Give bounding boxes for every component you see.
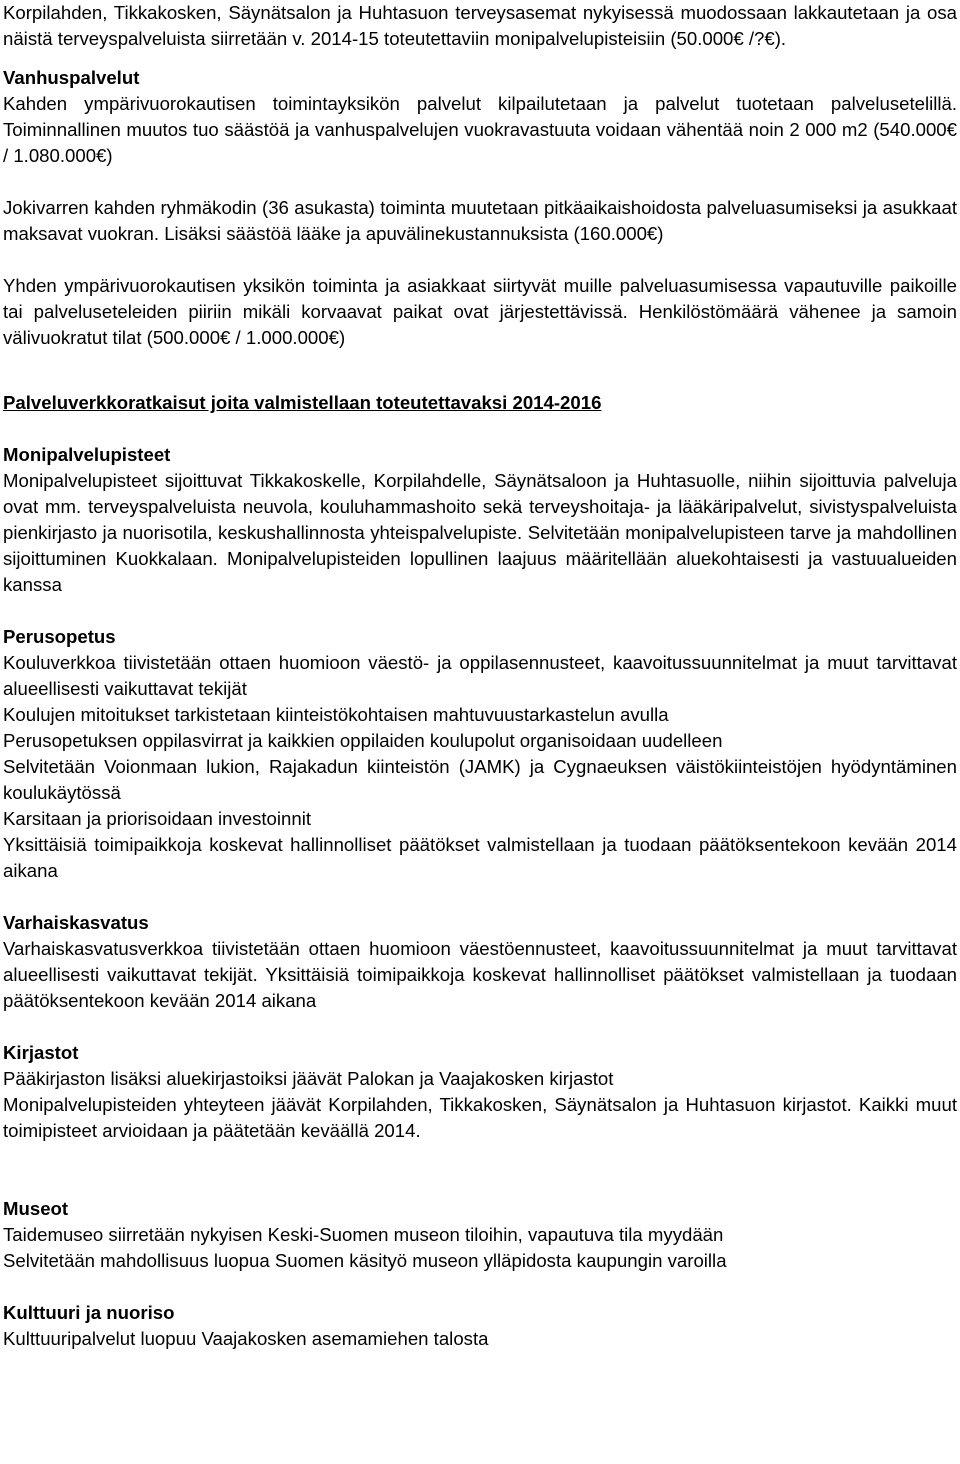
perusopetus-item: Selvitetään Voionmaan lukion, Rajakadun kiinteistön (JAMK) ja Cygnaeuksen väistökiinteistöjen hyödyntäminen koulukäytössä: [3, 756, 957, 803]
section-heading-perusopetus: Perusopetus: [3, 626, 116, 647]
section-heading-kulttuuri: Kulttuuri ja nuoriso: [3, 1302, 175, 1323]
perusopetus-item: Perusopetuksen oppilasvirrat ja kaikkien oppilaiden koulupolut organisoidaan uudelleen: [3, 730, 723, 751]
kulttuuri-item: Kulttuuripalvelut luopuu Vaajakosken asemamiehen talosta: [3, 1328, 489, 1349]
varhaiskasvatus-paragraph: Varhaiskasvatusverkkoa tiivistetään ottaen huomioon väestöennusteet, kaavoitussuunnitelmat ja muut tarvittavat alueellisesti vaikuttavat tekijät. Yksittäisiä toimipaikkoja koskevat hallinnolliset päätökset valmistellaan ja tuodaan päätöksentekoon kevään 2014 aikana: [3, 938, 957, 1011]
vanhuspalvelut-paragraph-3: Yhden ympärivuorokautisen yksikön toiminta ja asiakkaat siirtyvät muille palveluasumisessa vapautuville paikoille tai palveluseteleiden piiriin mikäli korvaavat paikat ovat järjestettävissä. Henkilöstömäärä vähenee ja samoin välivuokratut tilat (500.000€ / 1.000.000€): [3, 275, 957, 348]
section-heading-kirjastot: Kirjastot: [3, 1042, 79, 1063]
main-heading: Palveluverkkoratkaisut joita valmistellaan toteutettavaksi 2014-2016: [3, 392, 602, 413]
document-page: [3, 0, 957, 1352]
section-heading-varhaiskasvatus: Varhaiskasvatus: [3, 912, 149, 933]
intro-paragraph: Korpilahden, Tikkakosken, Säynätsalon ja Huhtasuon terveysasemat nykyisessä muodossaan lakkautetaan ja osa näistä terveyspalveluista siirretään v. 2014-15 toteutettaviin monipalvelupisteisiin (50.000€ /?€).: [3, 2, 957, 49]
monipalvelupisteet-paragraph: Monipalvelupisteet sijoittuvat Tikkakoskelle, Korpilahdelle, Säynätsaloon ja Huhtasuolle, niihin sijoittuvia palveluja ovat mm. terveyspalveluista neuvola, kouluhammashoito sekä terveyshoitaja- ja lääkäripalvelut, sivistyspalveluista pienkirjasto ja nuorisotila, keskushallinnosta yhteispalvelupiste. Selvitetään monipalvelupisteen tarve ja mahdollinen sijoittuminen Kuokkalaan. Monipalvelupisteiden lopullinen laajuus määritellään aluekohtaisesti ja vastuualueiden kanssa: [3, 470, 957, 595]
section-heading-vanhuspalvelut: Vanhuspalvelut: [3, 67, 140, 88]
perusopetus-item: Koulujen mitoitukset tarkistetaan kiinteistökohtaisen mahtuvuustarkastelun avulla: [3, 704, 669, 725]
kirjastot-item: Pääkirjaston lisäksi aluekirjastoiksi jäävät Palokan ja Vaajakosken kirjastot: [3, 1068, 614, 1089]
vanhuspalvelut-paragraph-1: Kahden ympärivuorokautisen toimintayksikön palvelut kilpailutetaan ja palvelut tuotetaan palvelusetelillä. Toiminnallinen muutos tuo säästöä ja vanhuspalvelujen vuokravastuuta voidaan vähentää noin 2 000 m2 (540.000€ / 1.080.000€): [3, 93, 957, 166]
museot-item: Selvitetään mahdollisuus luopua Suomen käsityö museon ylläpidosta kaupungin varoilla: [3, 1250, 727, 1271]
section-heading-museot: Museot: [3, 1198, 69, 1219]
museot-item: Taidemuseo siirretään nykyisen Keski-Suomen museon tiloihin, vapautuva tila myydään: [3, 1224, 724, 1245]
perusopetus-item: Karsitaan ja priorisoidaan investoinnit: [3, 808, 312, 829]
perusopetus-item: Yksittäisiä toimipaikkoja koskevat hallinnolliset päätökset valmistellaan ja tuodaan päätöksentekoon kevään 2014 aikana: [3, 834, 957, 881]
perusopetus-item: Kouluverkkoa tiivistetään ottaen huomioon väestö- ja oppilasennusteet, kaavoitussuunnitelmat ja muut tarvittavat alueellisesti vaikuttavat tekijät: [3, 652, 957, 699]
kirjastot-item: Monipalvelupisteiden yhteyteen jäävät Korpilahden, Tikkakosken, Säynätsalon ja Huhtasuon kirjastot. Kaikki muut toimipisteet arvioidaan ja päätetään keväällä 2014.: [3, 1094, 957, 1141]
vanhuspalvelut-paragraph-2: Jokivarren kahden ryhmäkodin (36 asukasta) toiminta muutetaan pitkäaikaishoidosta palveluasumiseksi ja asukkaat maksavat vuokran. Lisäksi säästöä lääke ja apuvälinekustannuksista (160.000€): [3, 197, 957, 244]
section-heading-monipalvelupisteet: Monipalvelupisteet: [3, 444, 171, 465]
